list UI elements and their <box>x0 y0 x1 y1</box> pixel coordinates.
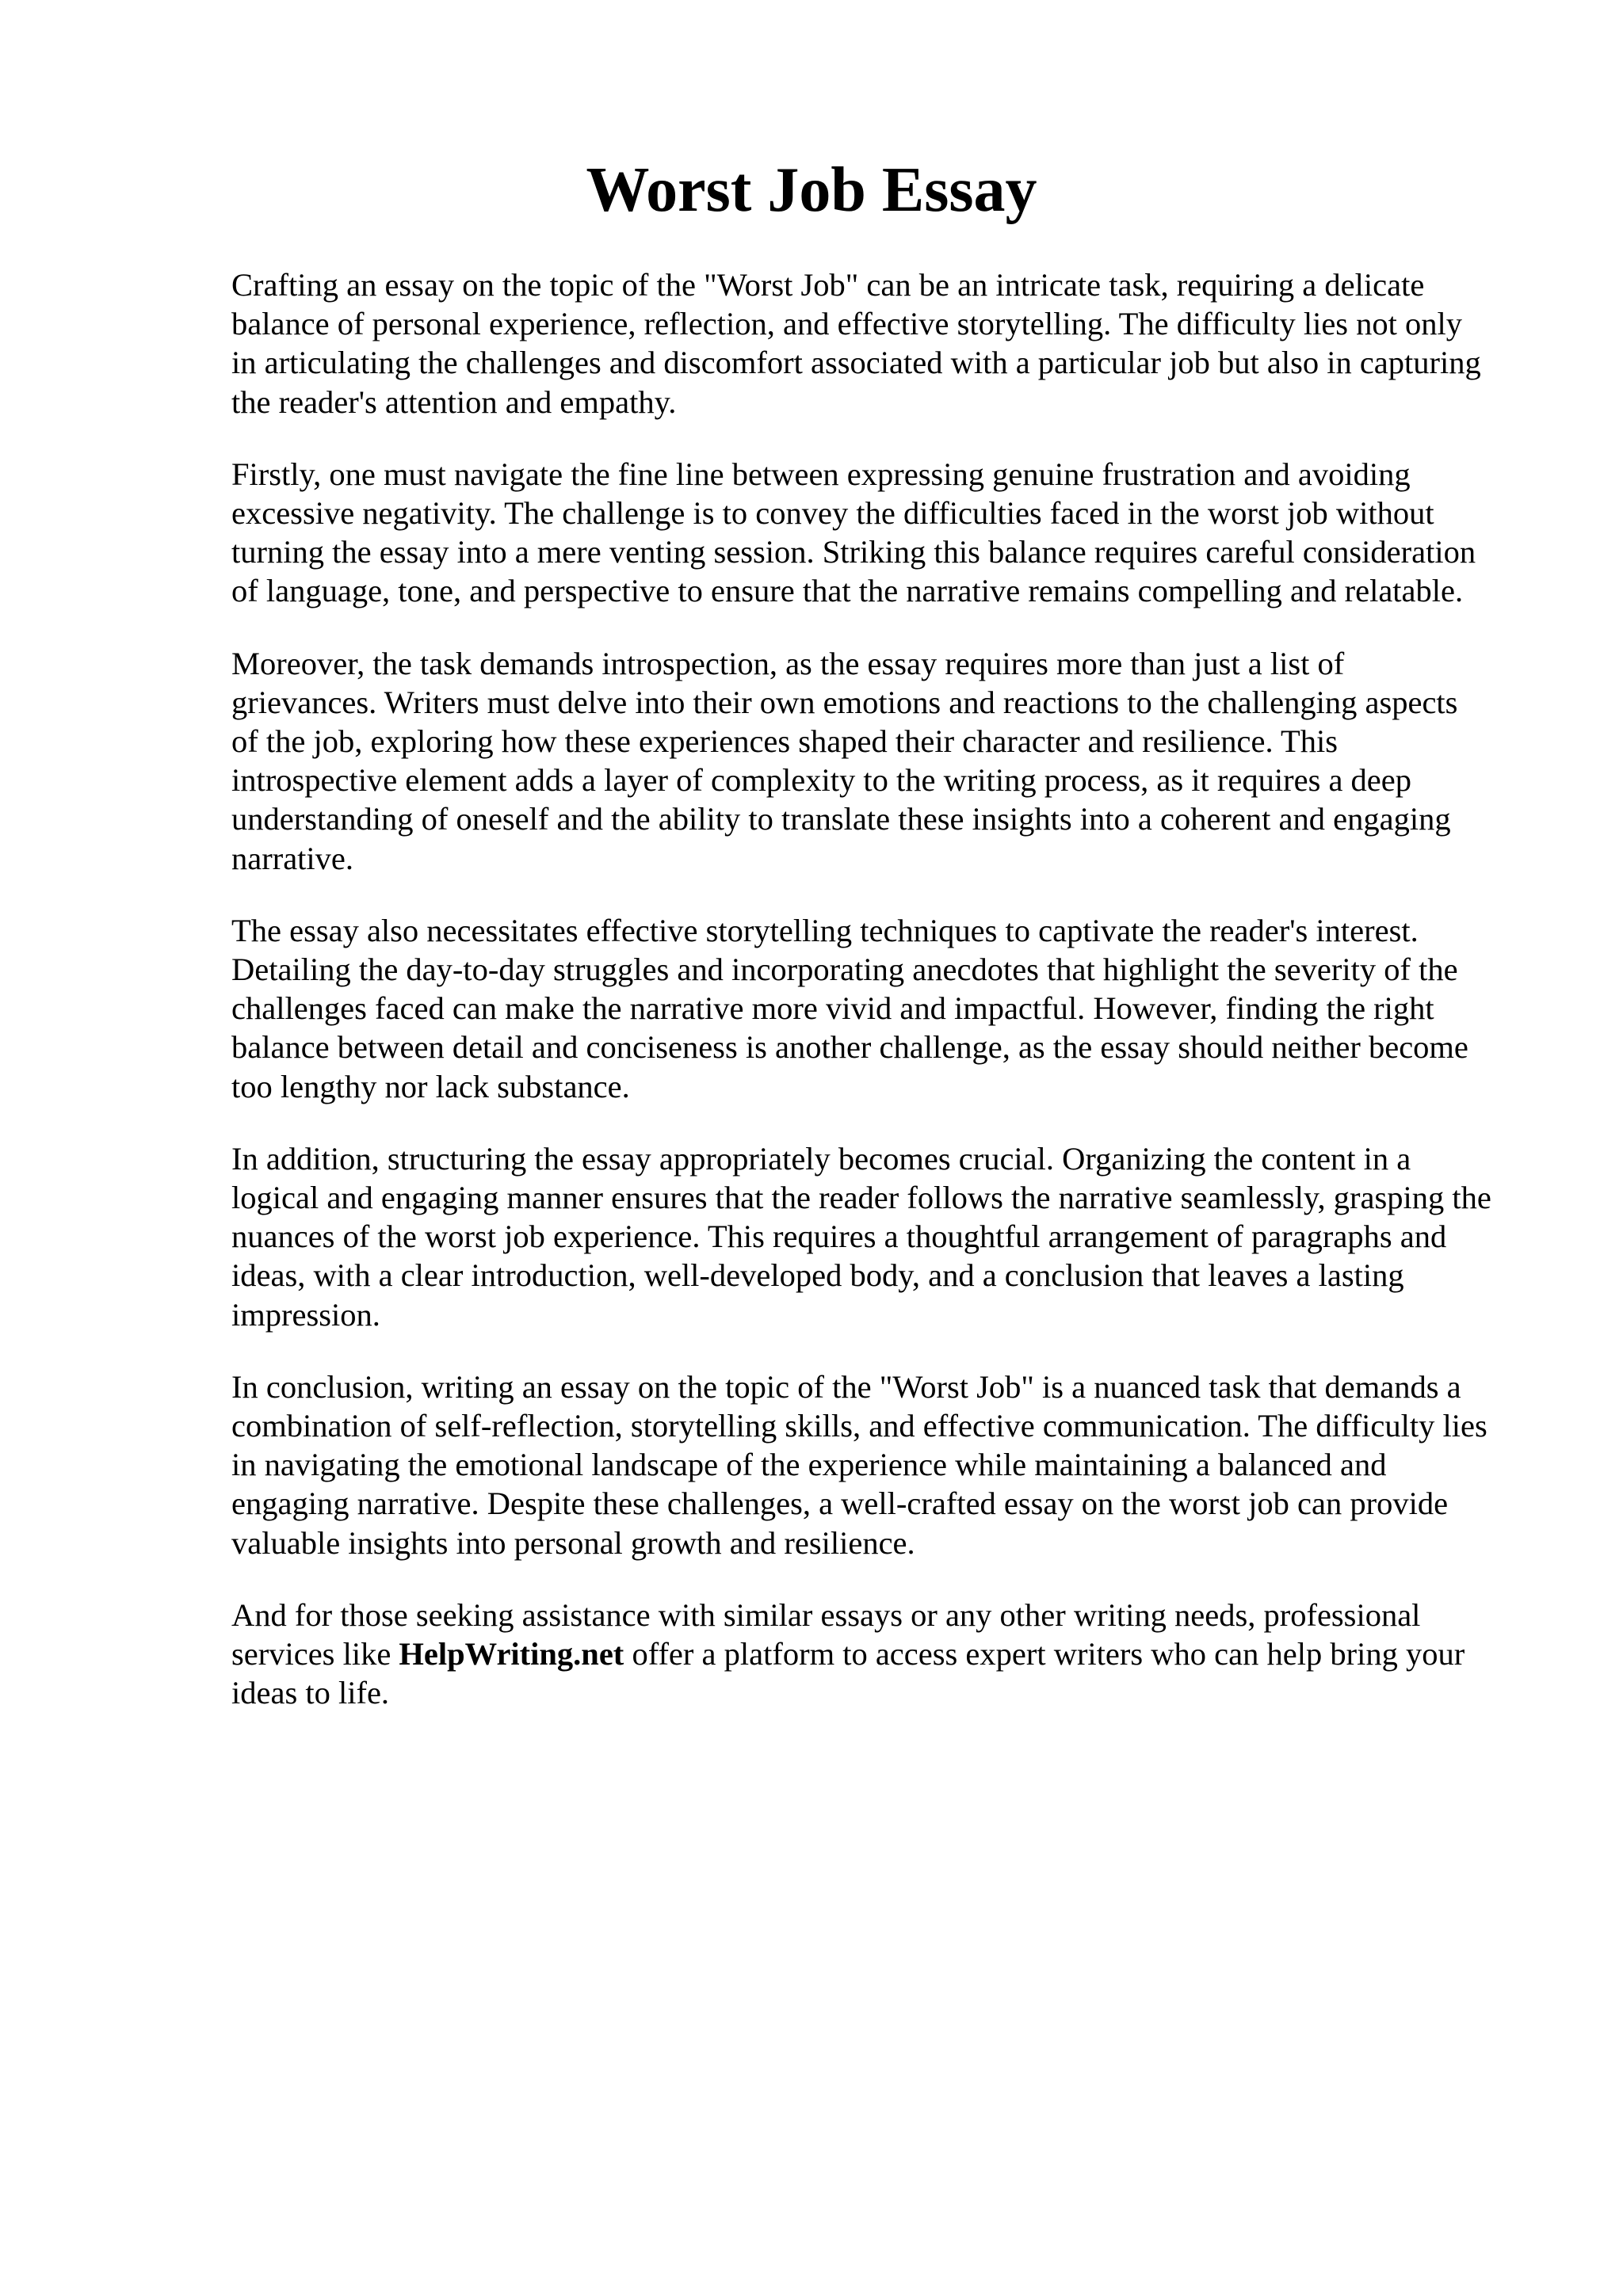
paragraph-structure <box>231 1139 1531 1334</box>
paragraph-line: nuances of the worst job experience. This requires a thoughtful arrangement of paragraphs and <box>231 1219 1447 1255</box>
paragraph-line: Firstly, one must navigate the fine line between expressing genuine frustration and avoiding <box>231 456 1411 492</box>
paragraph-line: Moreover, the task demands introspection, as the essay requires more than just a list of <box>231 645 1345 681</box>
paragraph-line: And for those seeking assistance with similar essays or any other writing needs, professional <box>231 1596 1421 1633</box>
paragraph-line-with-brand <box>231 1634 1531 1673</box>
paragraph-line: logical and engaging manner ensures that the reader follows the narrative seamlessly, grasping the <box>231 1180 1491 1216</box>
paragraph-line: grievances. Writers must delve into their own emotions and reactions to the challenging aspects <box>231 684 1458 720</box>
paragraph-line: challenges faced can make the narrative more vivid and impactful. However, finding the right <box>231 990 1434 1027</box>
helpwriting-brand-link[interactable]: HelpWriting.net <box>399 1636 624 1672</box>
paragraph-line: turning the essay into a mere venting session. Striking this balance requires careful consideration <box>231 534 1476 570</box>
paragraph-conclusion <box>231 1367 1531 1562</box>
paragraph-closing <box>231 1596 1531 1713</box>
paragraph-line: of the job, exploring how these experiences shaped their character and resilience. This <box>231 723 1338 760</box>
paragraph-line: valuable insights into personal growth and resilience. <box>231 1524 915 1561</box>
paragraph-line: too lengthy nor lack substance. <box>231 1068 630 1104</box>
paragraph-line: engaging narrative. Despite these challenges, a well-crafted essay on the worst job can provide <box>231 1486 1449 1522</box>
closing-text-after: offer a platform to access expert writers who can help bring your <box>624 1636 1465 1672</box>
paragraph-moreover <box>231 644 1531 878</box>
paragraph-line: Detailing the day-to-day struggles and incorporating anecdotes that highlight the severity of the <box>231 952 1458 988</box>
paragraph-line: the reader's attention and empathy. <box>231 383 677 420</box>
paragraph-line: ideas, with a clear introduction, well-developed body, and a conclusion that leaves a lasting <box>231 1257 1404 1294</box>
paragraph-line: impression. <box>231 1296 380 1333</box>
paragraph-line: balance of personal experience, reflection, and effective storytelling. The difficulty lies not only <box>231 306 1463 342</box>
paragraph-line: narrative. <box>231 840 354 876</box>
document-body <box>231 265 1531 1746</box>
paragraph-line: excessive negativity. The challenge is to convey the difficulties faced in the worst job without <box>231 495 1434 532</box>
paragraph-line: The essay also necessitates effective storytelling techniques to captivate the reader's interest. <box>231 912 1419 948</box>
paragraph-line: balance between detail and conciseness is another challenge, as the essay should neither become <box>231 1029 1468 1066</box>
paragraph-intro <box>231 265 1531 421</box>
paragraph-line: in navigating the emotional landscape of the experience while maintaining a balanced and <box>231 1447 1387 1483</box>
paragraph-line: Crafting an essay on the topic of the "Worst Job" can be an intricate task, requiring a delicate <box>231 267 1425 303</box>
paragraph-line: of language, tone, and perspective to ensure that the narrative remains compelling and relatable. <box>231 573 1464 609</box>
document-title: Worst Job Essay <box>586 155 1037 225</box>
paragraph-line: in articulating the challenges and discomfort associated with a particular job but also in capturing <box>231 345 1481 381</box>
paragraph-firstly <box>231 455 1531 611</box>
paragraph-line: combination of self-reflection, storytelling skills, and effective communication. The difficulty lies <box>231 1408 1487 1444</box>
paragraph-line: In addition, structuring the essay appropriately becomes crucial. Organizing the content in a <box>231 1140 1411 1177</box>
paragraph-line: In conclusion, writing an essay on the topic of the "Worst Job" is a nuanced task that demands a <box>231 1368 1461 1405</box>
paragraph-storytelling <box>231 911 1531 1106</box>
paragraph-line: introspective element adds a layer of complexity to the writing process, as it requires a deep <box>231 762 1412 799</box>
paragraph-line: ideas to life. <box>231 1675 390 1711</box>
paragraph-line: understanding of oneself and the ability to translate these insights into a coherent and engaging <box>231 801 1451 837</box>
closing-text-before: services like <box>231 1636 399 1672</box>
